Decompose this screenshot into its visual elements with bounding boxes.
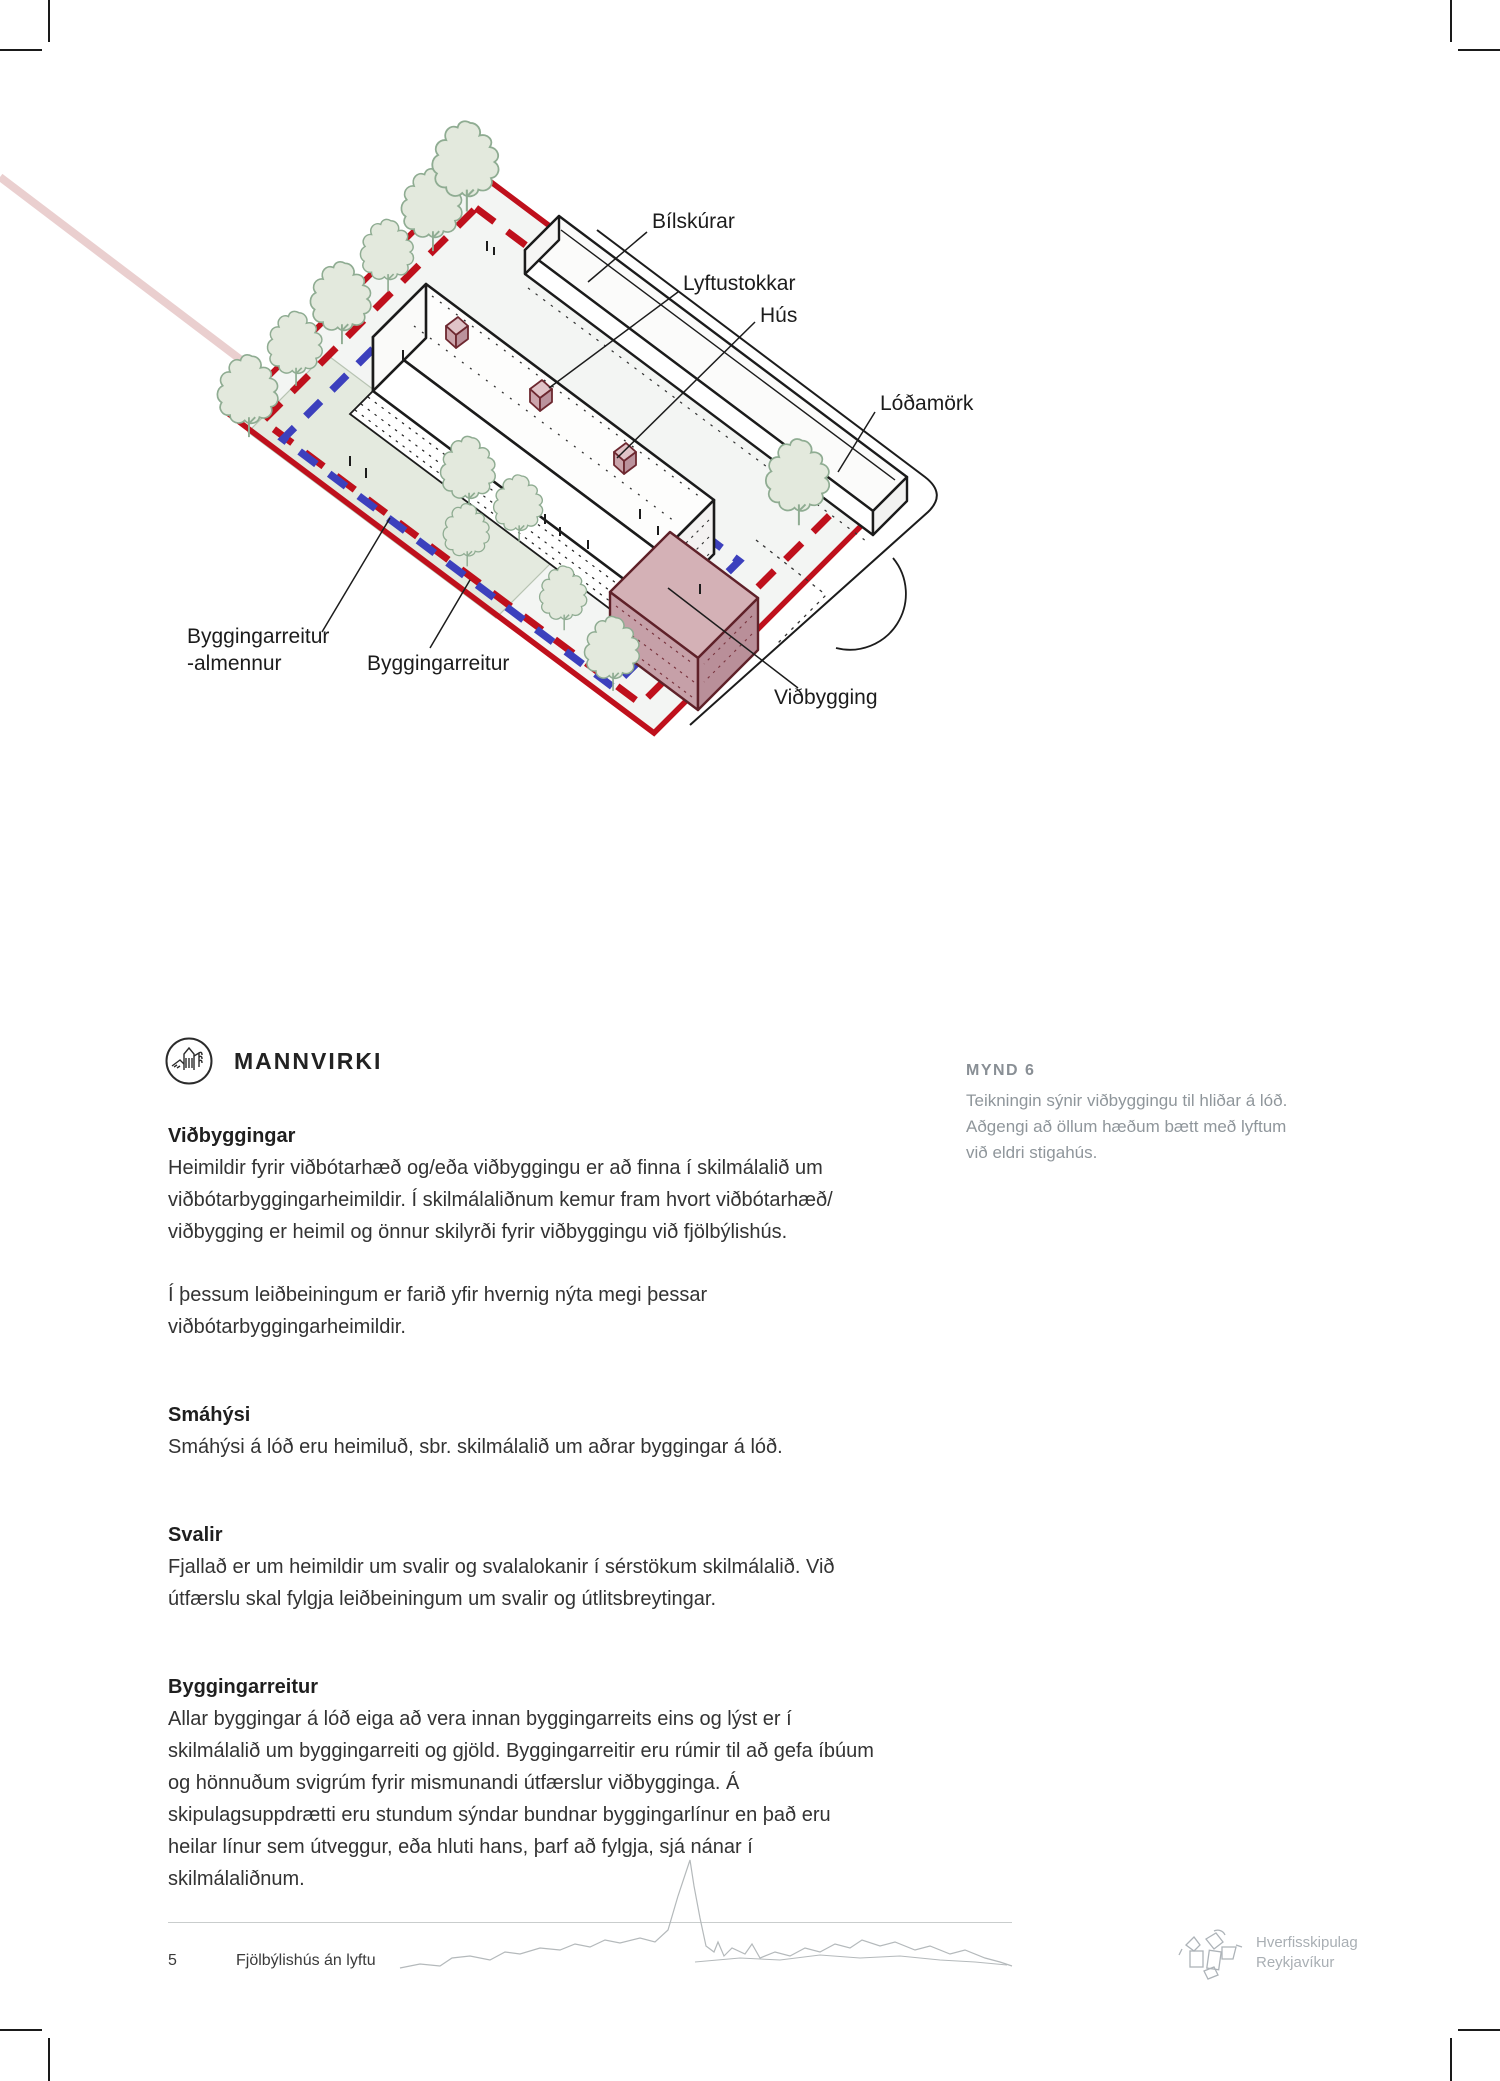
block-heading: Viðbyggingar xyxy=(168,1125,296,1147)
label-byggingarreitur: Byggingarreitur xyxy=(367,652,510,675)
figure-note-label: MYND 6 xyxy=(966,1062,1036,1079)
pink-band xyxy=(0,177,274,385)
street-arc xyxy=(836,558,906,650)
block-paragraph: Í þessum leiðbeiningum er farið yfir hvernig nýta megi þessar viðbótarbyggingarheimildir. xyxy=(168,1284,708,1338)
reykjavik-skyline-graphic xyxy=(395,1855,1020,1995)
label-hus: Hús xyxy=(760,304,798,327)
logo-mark-icon xyxy=(1178,1925,1246,1989)
text-block-vidbyggingar xyxy=(168,1120,880,1343)
mannvirki-icon xyxy=(164,1036,214,1086)
figure-note xyxy=(966,1062,1302,1166)
label-vidbygging: Viðbygging xyxy=(774,686,878,709)
block-paragraph: Heimildir fyrir viðbótarhæð og/eða viðbyggingu er að finna í skilmálalið um viðbótarbyggingarheimildir. Í skilmálaliðnum kemur fram hvort viðbótarhæð/ viðbygging er heimil og önnur skilyrði fyrir viðbyggingu við fjölbýlishús. xyxy=(168,1157,833,1243)
crop-mark xyxy=(1458,2029,1500,2031)
site-plan-diagram xyxy=(0,0,1500,830)
text-block-smahysi xyxy=(168,1399,880,1463)
label-lodamork: Lóðamörk xyxy=(880,392,974,415)
block-paragraph: Smáhýsi á lóð eru heimiluð, sbr. skilmálalið um aðrar byggingar á lóð. xyxy=(168,1436,783,1458)
logo-text xyxy=(1256,1925,1358,1973)
section-header xyxy=(164,1036,382,1086)
text-block-svalir xyxy=(168,1519,880,1615)
crop-mark xyxy=(1450,2038,1452,2081)
footer-doc-title: Fjölbýlishús án lyftu xyxy=(236,1952,376,1969)
body-column xyxy=(168,1120,880,1895)
crop-mark xyxy=(48,2038,50,2081)
label-byggingarreitur-almennur-2: -almennur xyxy=(187,652,282,675)
label-byggingarreitur-almennur-1: Byggingarreitur xyxy=(187,625,330,648)
page-number: 5 xyxy=(168,1952,177,1969)
label-lyftustokkar: Lyftustokkar xyxy=(683,272,796,295)
block-heading: Smáhýsi xyxy=(168,1404,251,1426)
hverfisskipulag-logo xyxy=(1178,1925,1358,1989)
block-paragraph: Allar byggingar á lóð eiga að vera innan byggingarreits eins og lýst er í skilmálalið um byggingarreiti og gjöld. Byggingarreitir eru rúmir til að gefa íbúum og hönnuðum svigrúm fyrir mismunandi útfærslur viðbygginga. Á skipulagsuppdrætti eru stundum sýndar bundnar byggingarlínur en það eru heilar línur sem útveggur, eða hluti hans, þarf að fylgja, sjá nánar í skilmálaliðnum. xyxy=(168,1708,874,1890)
label-bilskurar: Bílskúrar xyxy=(652,210,735,233)
block-heading: Svalir xyxy=(168,1524,223,1546)
block-paragraph: Fjallað er um heimildir um svalir og svalalokanir í sérstökum skilmálalið. Við útfærslu skal fylgja leiðbeiningum um svalir og útlitsbreytingar. xyxy=(168,1556,835,1610)
section-title: MANNVIRKI xyxy=(234,1047,383,1074)
block-heading: Byggingarreitur xyxy=(168,1676,319,1698)
logo-line-2: Reykjavíkur xyxy=(1256,1954,1335,1971)
figure-note-text: Teikningin sýnir viðbyggingu til hliðar á lóð. Aðgengi að öllum hæðum bætt með lyftum við eldri stigahús. xyxy=(966,1091,1288,1162)
logo-line-1: Hverfisskipulag xyxy=(1256,1934,1358,1951)
crop-mark xyxy=(0,2029,42,2031)
